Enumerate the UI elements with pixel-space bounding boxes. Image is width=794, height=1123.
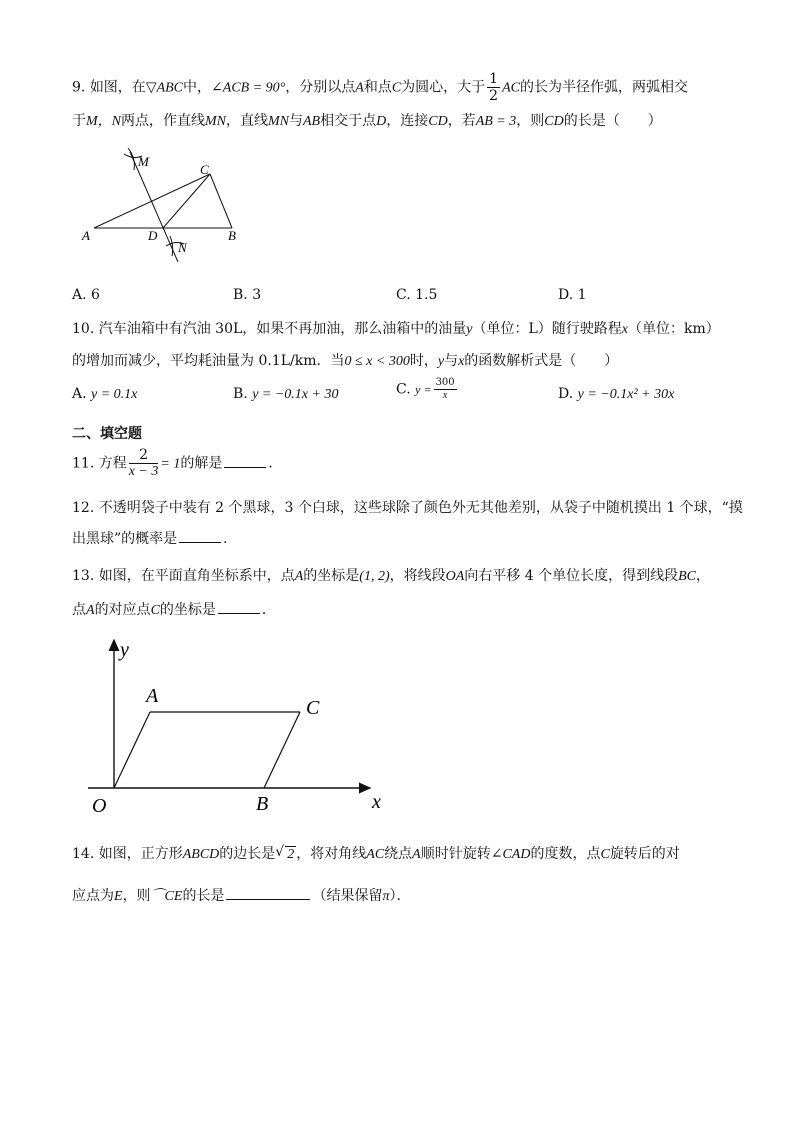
label-x: x xyxy=(372,791,381,813)
arc-m-2 xyxy=(128,148,134,170)
segment-bc xyxy=(210,174,232,228)
label-b: B xyxy=(256,793,269,815)
q10-option-b[interactable]: B. y = −0.1x + 30 xyxy=(233,386,339,402)
q9-line1: 9. 如图，在▽ABC中，∠ACB = 90°，分别以点A和点C为圆心，大于 $\frac{1}{2}$ AC的长为半径作弧，两弧相交 xyxy=(72,71,688,104)
segment-ac xyxy=(94,174,210,228)
q13-line2: 点A的对应点C的坐标是 ． xyxy=(72,602,276,618)
q10-option-c[interactable]: C. y = $\frac{300}{x}$ xyxy=(396,377,455,401)
q9-triangle-figure xyxy=(72,140,262,275)
label-m: M xyxy=(138,154,149,169)
q12-line2: 出黑球”的概率是 ． xyxy=(72,531,238,547)
sqrt-2: √ 2 xyxy=(275,844,295,862)
q13-line1: 13. 如图，在平面直角坐标系中，点A的坐标是(1, 2)，将线段OA向右平移 4 个单位长度，得到线段BC， xyxy=(72,568,710,584)
q9-option-a[interactable]: A. 6 xyxy=(72,287,100,303)
segment-oa xyxy=(114,712,150,788)
q10-line2: 的增加而减少，平均耗油量为 0.1L/km．当0 ≤ x < 300时，y与x的函数解析式是（ ） xyxy=(72,353,619,369)
q12-answer-blank[interactable] xyxy=(179,530,221,543)
label-a: A xyxy=(82,228,90,243)
q9-option-c[interactable]: C. 1.5 xyxy=(396,287,438,303)
q10-line1: 10. 汽车油箱中有汽油 30L，如果不再加油，那么油箱中的油量y（单位：L）随行驶路程x（单位：km） xyxy=(72,321,720,337)
segment-cb xyxy=(264,712,300,788)
q9-line2: 于M，N两点，作直线MN，直线MN与AB相交于点D，连接CD，若AB = 3，则CD的长是（ ） xyxy=(72,113,662,129)
label-a: A xyxy=(146,685,159,707)
q13-coordinate-figure xyxy=(78,632,398,822)
q14-line2: 应点为E，则⌒CE的长是 （结果保留π）． xyxy=(72,888,411,904)
fraction-2-over-x-minus-3: $\frac{2}{x - 3}$ xyxy=(128,447,159,479)
q11-line: 11. 方程 $\frac{2}{x - 3}$ = 1的解是 ． xyxy=(72,447,283,479)
section-fill-in-blank-heading: 二、填空题 xyxy=(72,426,142,442)
q9-option-b[interactable]: B. 3 xyxy=(233,287,262,303)
q12-line1: 12. 不透明袋子中装有 2 个黑球，3 个白球，这些球除了颜色外无其他差别，从袋子中随机摸出 1 个球，“摸 xyxy=(72,500,743,516)
label-c: C xyxy=(306,697,320,719)
fraction-half: $\frac{1}{2}$ xyxy=(489,71,499,104)
label-b: B xyxy=(228,228,236,243)
segment-cd xyxy=(163,174,210,228)
q10-option-d[interactable]: D. y = −0.1x² + 30x xyxy=(558,386,675,402)
label-o: O xyxy=(92,795,107,817)
q13-answer-blank[interactable] xyxy=(218,601,260,614)
label-y: y xyxy=(120,639,129,661)
q9-option-d[interactable]: D. 1 xyxy=(558,287,587,303)
q10-option-a[interactable]: A. y = 0.1x xyxy=(72,386,138,402)
q11-answer-blank[interactable] xyxy=(224,455,266,468)
arc-ce: ⌒CE xyxy=(150,889,183,904)
q14-answer-blank[interactable] xyxy=(226,887,310,900)
label-c: C xyxy=(200,162,209,177)
q14-line1: 14. 如图，正方形ABCD的边长是 √ 2 ，将对角线AC绕点A顺时针旋转∠CAD的度数，点C旋转后的对 xyxy=(72,844,680,862)
label-d: D xyxy=(148,228,158,243)
label-n: N xyxy=(178,240,187,255)
